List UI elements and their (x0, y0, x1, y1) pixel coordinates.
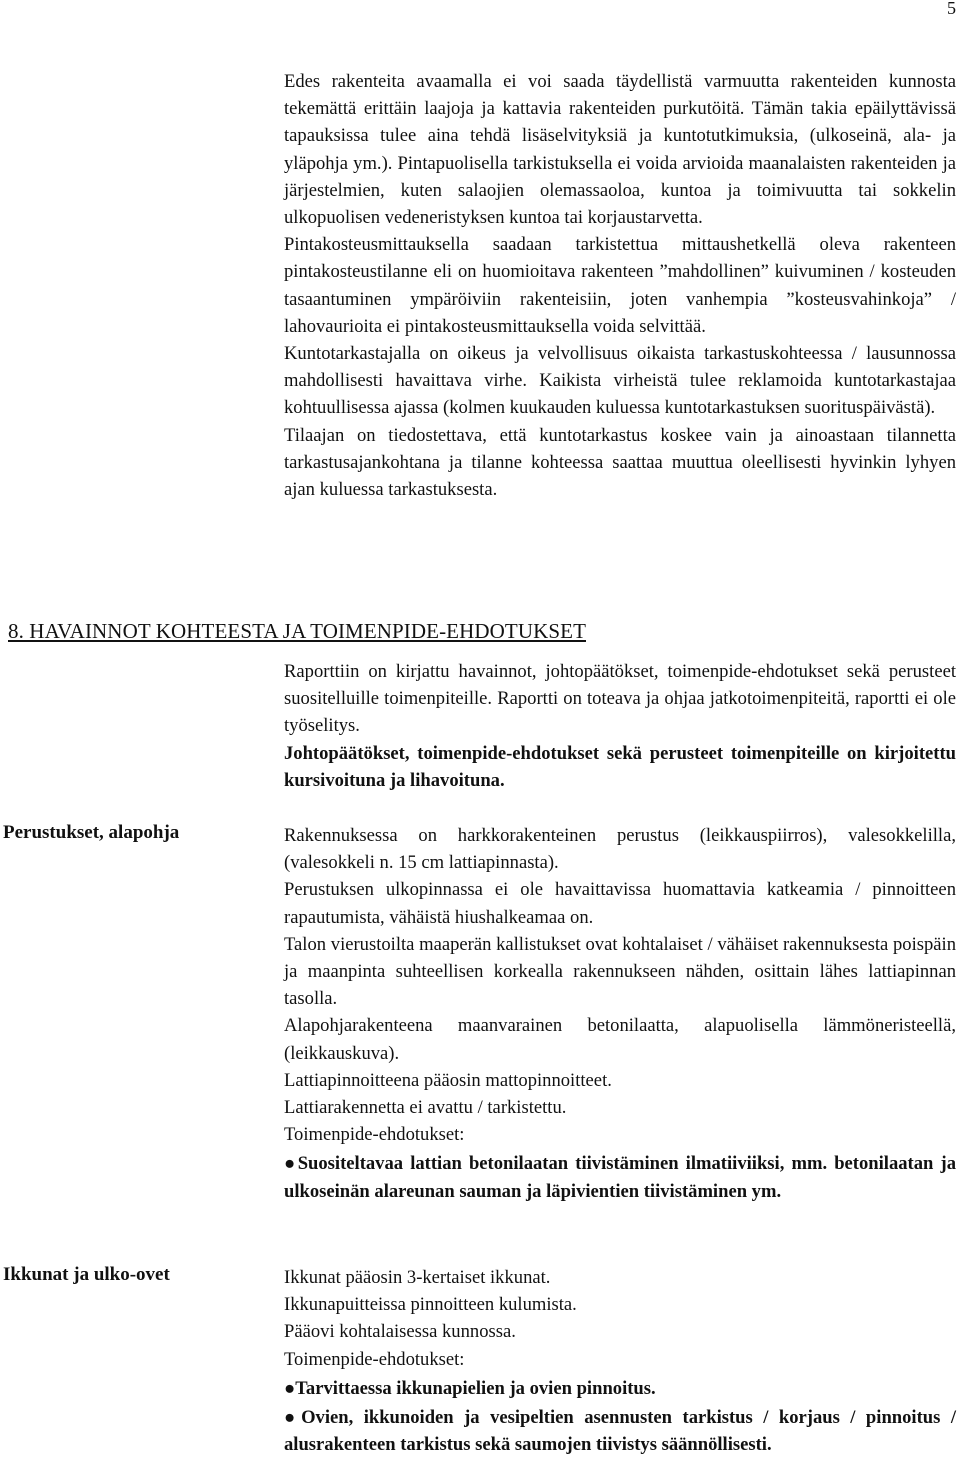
intro-paragraph: Tilaajan on tiedostettava, että kuntotarkastus koskee vain ja ainoastaan tilannetta tarkastusajankohtana ja tilanne kohteessa saattaa muuttua oleellisesti hyvinkin lyhyen ajan kuluessa tarkastuksesta. (284, 424, 956, 501)
section-intro-bold: Johtopäätökset, toimenpide-ehdotukset sekä perusteet toimenpiteille on kirjoitettu kursivoituna ja lihavoituna. (284, 742, 956, 791)
foundations-line: Lattiapinnoitteena pääosin mattopinnoitteet. (284, 1069, 612, 1091)
intro-paragraph: Kuntotarkastajalla on oikeus ja velvollisuus oikaista tarkastuskohteessa / lausunnossa mahdollisesti havaittava virhe. Kaikista virheistä tulee reklamoida kuntotarkastajaa kohtuullisessa ajassa (kolmen kuukauden kuluessa kuntotarkastuksen suorituspäivästä). (284, 343, 956, 419)
bullet-icon: ● (284, 1407, 302, 1429)
action-item (284, 1150, 956, 1204)
foundations-block (284, 822, 956, 1205)
section-intro (284, 658, 956, 794)
windows-line: Toimenpide-ehdotukset: (284, 1348, 465, 1370)
section-intro-text: Raporttiin on kirjattu havainnot, johtopäätökset, toimenpide-ehdotukset sekä perusteet suositelluille toimenpiteille. Raportti on toteava ja ohjaa jatkotoimenpiteitä, raportti ei ole työselitys. (284, 661, 956, 737)
action-item (284, 1404, 956, 1458)
foundations-line: Talon vierustoilta maaperän kallistukset ovat kohtalaiset / vähäiset rakennuksesta poispäin ja maanpinta suhteellisen korkealla rakennukseen nähden, osittain lähes lattiapinnan tasolla. (284, 933, 956, 1010)
windows-line: Pääovi kohtalaisessa kunnossa. (284, 1321, 516, 1343)
action-text: Ovien, ikkunoiden ja vesipeltien asennusten tarkistus / korjaus / pinnoitus / alusrakenteen tarkistus sekä saumojen tiivistys säännöllisesti. (284, 1407, 956, 1456)
label-foundations: Perustukset, alapohja (3, 822, 180, 843)
action-text: Tarvittaessa ikkunapielien ja ovien pinnoitus. (295, 1377, 656, 1399)
foundations-line: Perustuksen ulkopinnassa ei ole havaittavissa huomattavia katkeamia / pinnoitteen rapautumista, vähäistä hiushalkeamaa on. (284, 879, 956, 928)
intro-paragraph: Edes rakenteita avaamalla ei voi saada täydellistä varmuutta rakenteiden kunnosta tekemättä erittäin laajoja ja kattavia rakenteiden purkutöitä. Tämän takia epäilyttävissä tapauksissa tulee aina tehdä lisäselvityksiä ja kuntotutkimuksia, (ulkoseinä, ala- ja yläpohja ym.). Pintapuolisella tarkistuksella ei voida arvioida maanalaisten rakenteiden ja järjestelmien, kuten salaojien olemassaoloa, kuntoa ja toimivuutta tai sokkelin ulkopuolisen vedeneristyksen kuntoa tai korjaustarvetta. (284, 71, 956, 229)
foundations-line: Alapohjarakenteena maanvarainen betonilaatta, alapuolisella lämmöneristeellä, (leikkauskuva). (284, 1015, 956, 1064)
foundations-line: Lattiarakennetta ei avattu / tarkistettu. (284, 1097, 567, 1119)
page-number: 5 (947, 0, 956, 18)
action-text: Suositeltavaa lattian betonilaatan tiivistäminen ilmatiiviiksi, mm. betonilaatan ja ulkoseinän alareunan sauman ja läpivientien tiivistäminen ym. (284, 1153, 956, 1202)
intro-paragraph: Pintakosteusmittauksella saadaan tarkistettua mittaushetkellä oleva rakenteen pintakosteustilanne eli on huomioitava rakenteen ”mahdollinen” kuivuminen / kosteuden tasaantuminen ympäröiviin rakenteisiin, joten vanhempia ”kosteusvahinkoja” / lahovaurioita ei pintakosteusmittauksella voida selvittää. (284, 234, 956, 337)
foundations-line: Toimenpide-ehdotukset: (284, 1124, 465, 1146)
windows-line: Ikkunapuitteissa pinnoitteen kulumista. (284, 1294, 577, 1316)
intro-block (284, 68, 956, 503)
bullet-icon: ● (284, 1153, 298, 1175)
foundations-line: Rakennuksessa on harkkorakenteinen perustus (leikkauspiirros), valesokkelilla, (valesokkeli n. 15 cm lattiapinnasta). (284, 825, 956, 874)
section-heading: 8. HAVAINNOT KOHTEESTA JA TOIMENPIDE-EHDOTUKSET (8, 619, 586, 643)
action-item (284, 1375, 956, 1402)
label-windows: Ikkunat ja ulko-ovet (3, 1264, 170, 1285)
windows-line: Ikkunat pääosin 3-kertaiset ikkunat. (284, 1267, 551, 1288)
bullet-icon: ● (284, 1377, 296, 1399)
windows-block (284, 1264, 956, 1458)
